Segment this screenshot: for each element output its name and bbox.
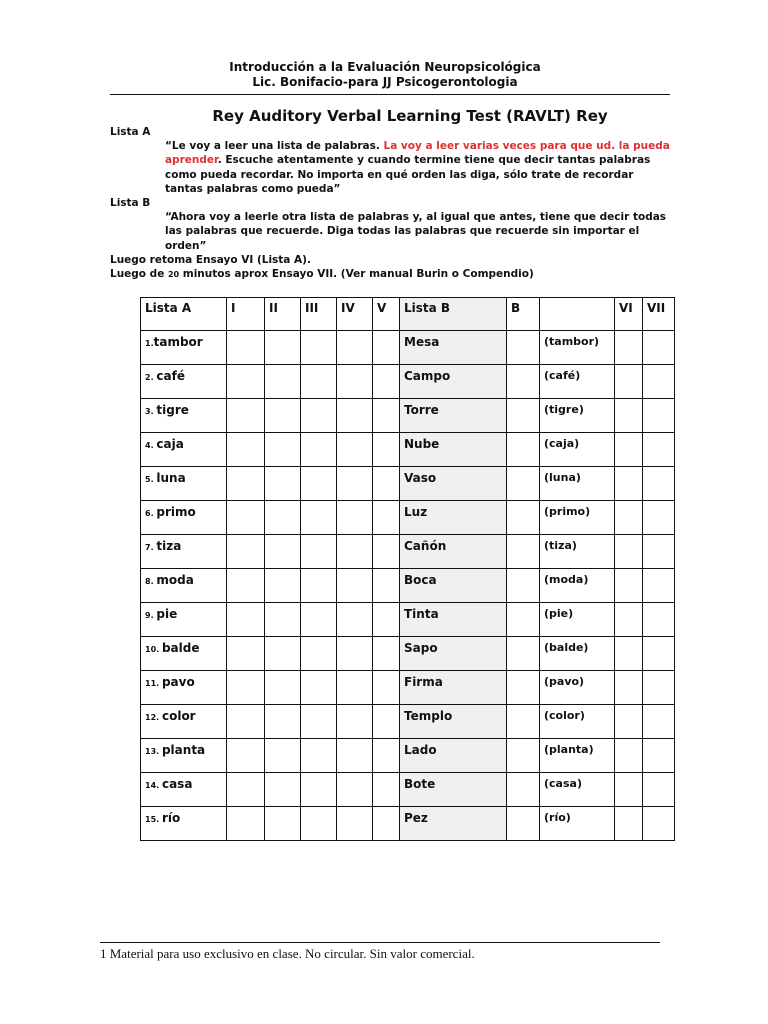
table-row: [141, 637, 675, 671]
table-row: [141, 501, 675, 535]
trial-b-cell[interactable]: [507, 569, 540, 603]
trial-b-cell[interactable]: [507, 773, 540, 807]
lista-a-word-cell: [141, 637, 227, 671]
trial-b-cell[interactable]: [507, 399, 540, 433]
recall-word: (casa): [540, 773, 615, 807]
trial-iv-cell[interactable]: [337, 569, 373, 603]
trial-iii-cell[interactable]: [301, 467, 337, 501]
item-number: 13.: [145, 747, 162, 756]
trial-v-cell[interactable]: [373, 467, 400, 501]
recall-word: (luna): [540, 467, 615, 501]
item-number: 15.: [145, 815, 162, 824]
lista-b-word: Firma: [400, 671, 507, 705]
trial-iii-cell[interactable]: [301, 535, 337, 569]
header-trial-vii: VII: [643, 298, 675, 331]
trial-vi-cell[interactable]: [615, 433, 643, 467]
trial-i-cell[interactable]: [227, 467, 265, 501]
trial-ii-cell[interactable]: [265, 535, 301, 569]
trial-iii-cell[interactable]: [301, 671, 337, 705]
trial-vi-cell[interactable]: [615, 671, 643, 705]
lista-a-word: tigre: [156, 403, 189, 417]
trial-iv-cell[interactable]: [337, 399, 373, 433]
trial-v-cell[interactable]: [373, 365, 400, 399]
test-title: Rey Auditory Verbal Learning Test (RAVLT) Rey: [212, 107, 608, 125]
trial-i-cell[interactable]: [227, 501, 265, 535]
trial-iv-cell[interactable]: [337, 671, 373, 705]
lista-a-word: pavo: [161, 675, 195, 689]
trial-vii-cell[interactable]: [643, 399, 675, 433]
trial-vii-note-end: minutos aprox Ensayo VII. (Ver manual Burin o Compendio): [179, 268, 534, 281]
lista-b-word: Lado: [400, 739, 507, 773]
table-row: [141, 569, 675, 603]
trial-vi-cell[interactable]: [615, 467, 643, 501]
table-row: [141, 807, 675, 841]
lista-a-word-cell: [141, 603, 227, 637]
trial-b-cell[interactable]: [507, 739, 540, 773]
lista-b-word: Tinta: [400, 603, 507, 637]
trial-v-cell[interactable]: [373, 773, 400, 807]
trial-i-cell[interactable]: [227, 739, 265, 773]
trial-vii-cell[interactable]: [643, 501, 675, 535]
trial-v-cell[interactable]: [373, 433, 400, 467]
instructions: [110, 125, 670, 282]
footnote-divider: [100, 942, 660, 943]
ravlt-score-table: [140, 297, 675, 841]
item-number: 4.: [145, 441, 157, 450]
lista-a-word: balde: [161, 641, 200, 655]
lista-b-word: Nube: [400, 433, 507, 467]
course-subtitle: Lic. Bonifacio-para JJ Psicogerontologia: [252, 75, 518, 89]
trial-vii-note-start: Luego de: [110, 268, 168, 281]
trial-iv-cell[interactable]: [337, 501, 373, 535]
recall-word: (caja): [540, 433, 615, 467]
lista-b-word: Bote: [400, 773, 507, 807]
trial-iii-cell[interactable]: [301, 637, 337, 671]
lista-b-word: Campo: [400, 365, 507, 399]
lista-a-word: moda: [156, 573, 194, 587]
lista-b-word: Vaso: [400, 467, 507, 501]
lista-a-word-cell: [141, 365, 227, 399]
lista-b-label: Lista B: [110, 197, 151, 210]
course-title: Introducción a la Evaluación Neuropsicológica: [229, 60, 541, 74]
trial-iv-cell[interactable]: [337, 637, 373, 671]
trial-v-cell[interactable]: [373, 399, 400, 433]
trial-i-cell[interactable]: [227, 671, 265, 705]
lista-a-word-cell: [141, 433, 227, 467]
lista-a-word: río: [161, 811, 181, 825]
header-trial-iv: IV: [337, 298, 373, 331]
trial-vi-note: Luego retoma Ensayo VI (Lista A).: [110, 253, 311, 266]
header-lista-a: Lista A: [141, 298, 227, 331]
footnote: 1 Material para uso exclusivo en clase. No circular. Sin valor comercial.: [100, 946, 475, 961]
trial-iii-cell[interactable]: [301, 773, 337, 807]
lista-b-word: Sapo: [400, 637, 507, 671]
trial-iv-cell[interactable]: [337, 433, 373, 467]
trial-ii-cell[interactable]: [265, 501, 301, 535]
item-number: 8.: [145, 577, 157, 586]
table-row: [141, 705, 675, 739]
trial-vi-cell[interactable]: [615, 739, 643, 773]
recall-word: (color): [540, 705, 615, 739]
trial-i-cell[interactable]: [227, 637, 265, 671]
trial-vi-cell[interactable]: [615, 637, 643, 671]
item-number: 10.: [145, 645, 162, 654]
lista-a-word-cell: [141, 671, 227, 705]
trial-iii-cell[interactable]: [301, 365, 337, 399]
lista-a-word: luna: [156, 471, 186, 485]
lista-a-text-end: . Escuche atentamente y cuando termine tiene que decir tantas palabras como pueda recordar. No importa en qué orden las diga, sólo trate de recordar tantas palabras como pueda”: [165, 154, 651, 195]
trial-v-cell[interactable]: [373, 501, 400, 535]
recall-word: (tambor): [540, 331, 615, 365]
trial-b-cell[interactable]: [507, 705, 540, 739]
lista-b-word: Pez: [400, 807, 507, 841]
trial-vii-cell[interactable]: [643, 637, 675, 671]
recall-word: (primo): [540, 501, 615, 535]
recall-word: (balde): [540, 637, 615, 671]
trial-vii-cell[interactable]: [643, 603, 675, 637]
trial-b-cell[interactable]: [507, 365, 540, 399]
trial-ii-cell[interactable]: [265, 603, 301, 637]
trial-i-cell[interactable]: [227, 331, 265, 365]
trial-ii-cell[interactable]: [265, 739, 301, 773]
table-row: [141, 603, 675, 637]
trial-ii-cell[interactable]: [265, 467, 301, 501]
lista-a-word: tiza: [156, 539, 182, 553]
lista-a-word: caja: [156, 437, 184, 451]
lista-b-word: Luz: [400, 501, 507, 535]
lista-b-word: Mesa: [400, 331, 507, 365]
trial-iv-cell[interactable]: [337, 773, 373, 807]
recall-word: (moda): [540, 569, 615, 603]
trial-iii-cell[interactable]: [301, 399, 337, 433]
trial-iii-cell[interactable]: [301, 807, 337, 841]
lista-b-word: Templo: [400, 705, 507, 739]
recall-word: (pavo): [540, 671, 615, 705]
trial-v-cell[interactable]: [373, 535, 400, 569]
table-row: [141, 365, 675, 399]
trial-vii-cell[interactable]: [643, 569, 675, 603]
trial-vi-cell[interactable]: [615, 331, 643, 365]
item-number: 6.: [145, 509, 157, 518]
trial-vii-cell[interactable]: [643, 331, 675, 365]
lista-b-word: Torre: [400, 399, 507, 433]
trial-iii-cell[interactable]: [301, 739, 337, 773]
header-trial-b: B: [507, 298, 540, 331]
header-lista-b: Lista B: [400, 298, 507, 331]
trial-b-cell[interactable]: [507, 807, 540, 841]
trial-i-cell[interactable]: [227, 807, 265, 841]
trial-b-cell[interactable]: [507, 501, 540, 535]
lista-a-text-start: “Le voy a leer una lista de palabras.: [165, 140, 384, 153]
trial-v-cell[interactable]: [373, 637, 400, 671]
item-number: 2.: [145, 373, 157, 382]
trial-iii-cell[interactable]: [301, 501, 337, 535]
trial-v-cell[interactable]: [373, 671, 400, 705]
trial-vi-cell[interactable]: [615, 399, 643, 433]
trial-iii-cell[interactable]: [301, 569, 337, 603]
trial-iii-cell[interactable]: [301, 603, 337, 637]
item-number: 7.: [145, 543, 157, 552]
trial-vii-cell[interactable]: [643, 671, 675, 705]
trial-ii-cell[interactable]: [265, 705, 301, 739]
item-number: 5.: [145, 475, 157, 484]
trial-ii-cell[interactable]: [265, 399, 301, 433]
table-row: [141, 671, 675, 705]
trial-vii-cell[interactable]: [643, 535, 675, 569]
item-number: 11.: [145, 679, 162, 688]
recall-word: (tigre): [540, 399, 615, 433]
lista-a-word: café: [156, 369, 185, 383]
trial-i-cell[interactable]: [227, 705, 265, 739]
trial-i-cell[interactable]: [227, 535, 265, 569]
table-row: [141, 399, 675, 433]
header-divider: [110, 94, 670, 95]
table-row: [141, 739, 675, 773]
trial-ii-cell[interactable]: [265, 637, 301, 671]
trial-ii-cell[interactable]: [265, 433, 301, 467]
lista-a-word: color: [161, 709, 196, 723]
lista-a-word-cell: [141, 705, 227, 739]
trial-vii-cell[interactable]: [643, 773, 675, 807]
lista-a-word: pie: [156, 607, 178, 621]
header-trial-vi: VI: [615, 298, 643, 331]
trial-iv-cell[interactable]: [337, 603, 373, 637]
trial-vi-cell[interactable]: [615, 535, 643, 569]
lista-a-word-cell: [141, 807, 227, 841]
item-number: 1.: [145, 339, 154, 348]
lista-a-word-cell: [141, 535, 227, 569]
trial-vii-cell[interactable]: [643, 705, 675, 739]
trial-v-cell[interactable]: [373, 331, 400, 365]
trial-b-cell[interactable]: [507, 331, 540, 365]
trial-vi-cell[interactable]: [615, 569, 643, 603]
lista-a-word: casa: [161, 777, 193, 791]
trial-vii-cell[interactable]: [643, 739, 675, 773]
trial-b-cell[interactable]: [507, 467, 540, 501]
trial-iii-cell[interactable]: [301, 705, 337, 739]
table-row: [141, 535, 675, 569]
lista-a-word-cell: [141, 773, 227, 807]
trial-iv-cell[interactable]: [337, 365, 373, 399]
trial-iv-cell[interactable]: [337, 535, 373, 569]
table-row: [141, 467, 675, 501]
trial-iii-cell[interactable]: [301, 331, 337, 365]
trial-vii-cell[interactable]: [643, 467, 675, 501]
trial-i-cell[interactable]: [227, 569, 265, 603]
lista-b-word: Boca: [400, 569, 507, 603]
trial-vii-cell[interactable]: [643, 807, 675, 841]
header-recall: [540, 298, 615, 331]
trial-b-cell[interactable]: [507, 637, 540, 671]
trial-iv-cell[interactable]: [337, 331, 373, 365]
lista-a-word: primo: [156, 505, 196, 519]
trial-v-cell[interactable]: [373, 739, 400, 773]
header-trial-ii: II: [265, 298, 301, 331]
trial-vii-note: [110, 267, 670, 282]
item-number: 12.: [145, 713, 162, 722]
table-body: [141, 331, 675, 841]
trial-vi-cell[interactable]: [615, 705, 643, 739]
trial-i-cell[interactable]: [227, 433, 265, 467]
trial-b-cell[interactable]: [507, 433, 540, 467]
trial-vii-minutes: 20: [167, 270, 180, 280]
recall-word: (tiza): [540, 535, 615, 569]
trial-i-cell[interactable]: [227, 365, 265, 399]
lista-a-text-highlight: La voy a leer varias veces para que ud. la pueda aprender: [165, 140, 670, 167]
trial-vi-cell[interactable]: [615, 807, 643, 841]
lista-a-word: planta: [161, 743, 206, 757]
table-row: [141, 433, 675, 467]
trial-v-cell[interactable]: [373, 603, 400, 637]
item-number: 14.: [145, 781, 162, 790]
trial-ii-cell[interactable]: [265, 807, 301, 841]
trial-v-cell[interactable]: [373, 807, 400, 841]
recall-word: (río): [540, 807, 615, 841]
trial-ii-cell[interactable]: [265, 773, 301, 807]
trial-vii-cell[interactable]: [643, 365, 675, 399]
lista-a-label: Lista A: [110, 126, 151, 138]
trial-v-cell[interactable]: [373, 705, 400, 739]
lista-a-word-cell: [141, 739, 227, 773]
trial-ii-cell[interactable]: [265, 331, 301, 365]
trial-iii-cell[interactable]: [301, 433, 337, 467]
trial-b-cell[interactable]: [507, 535, 540, 569]
trial-ii-cell[interactable]: [265, 365, 301, 399]
trial-b-cell[interactable]: [507, 671, 540, 705]
document-header: [110, 60, 660, 90]
trial-i-cell[interactable]: [227, 773, 265, 807]
trial-ii-cell[interactable]: [265, 569, 301, 603]
item-number: 9.: [145, 611, 157, 620]
lista-a-instructions: [165, 139, 670, 196]
table-header-row: [141, 298, 675, 331]
trial-vii-cell[interactable]: [643, 433, 675, 467]
trial-iv-cell[interactable]: [337, 705, 373, 739]
trial-ii-cell[interactable]: [265, 671, 301, 705]
trial-vi-cell[interactable]: [615, 773, 643, 807]
item-number: 3.: [145, 407, 157, 416]
trial-i-cell[interactable]: [227, 399, 265, 433]
lista-b-instructions: “Ahora voy a leerle otra lista de palabras y, al igual que antes, tiene que decir todas las palabras que recuerde. Diga todas las palabras que recuerde sin importar el orden”: [165, 211, 667, 252]
lista-a-word-cell: [141, 331, 227, 365]
trial-iv-cell[interactable]: [337, 807, 373, 841]
header-trial-v: V: [373, 298, 400, 331]
trial-v-cell[interactable]: [373, 569, 400, 603]
trial-iv-cell[interactable]: [337, 467, 373, 501]
lista-a-word-cell: [141, 399, 227, 433]
table-row: [141, 331, 675, 365]
lista-a-word-cell: [141, 569, 227, 603]
trial-vi-cell[interactable]: [615, 603, 643, 637]
trial-i-cell[interactable]: [227, 603, 265, 637]
lista-a-word-cell: [141, 467, 227, 501]
header-trial-iii: III: [301, 298, 337, 331]
lista-a-word: tambor: [153, 335, 203, 349]
trial-iv-cell[interactable]: [337, 739, 373, 773]
trial-b-cell[interactable]: [507, 603, 540, 637]
table-row: [141, 773, 675, 807]
recall-word: (planta): [540, 739, 615, 773]
header-trial-i: I: [227, 298, 265, 331]
recall-word: (pie): [540, 603, 615, 637]
trial-vi-cell[interactable]: [615, 501, 643, 535]
lista-a-word-cell: [141, 501, 227, 535]
trial-vi-cell[interactable]: [615, 365, 643, 399]
lista-b-word: Cañón: [400, 535, 507, 569]
recall-word: (café): [540, 365, 615, 399]
